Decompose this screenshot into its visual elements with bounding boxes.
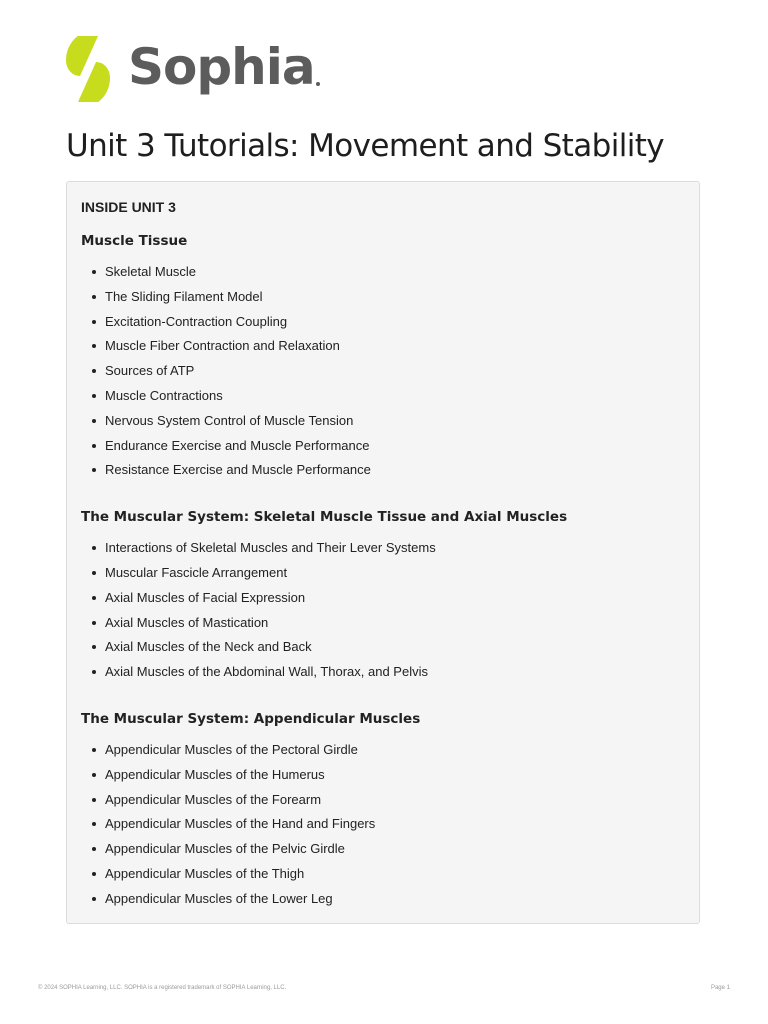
sophia-logo	[66, 36, 315, 102]
unit-contents-panel	[66, 181, 700, 924]
list-item: Axial Muscles of the Abdominal Wall, Thorax, and Pelvis	[91, 664, 685, 689]
section-title-appendicular-muscles: The Muscular System: Appendicular Muscles	[81, 710, 421, 727]
section-title-muscle-tissue: Muscle Tissue	[81, 233, 188, 249]
list-item: Interactions of Skeletal Muscles and Their Lever Systems	[91, 540, 685, 565]
list-item: Appendicular Muscles of the Lower Leg	[91, 891, 685, 916]
list-item: Appendicular Muscles of the Pectoral Girdle	[91, 742, 685, 767]
list-item: Skeletal Muscle	[91, 264, 685, 289]
list-item: Axial Muscles of the Neck and Back	[91, 639, 685, 664]
section-list-axial-muscles	[81, 540, 685, 689]
list-item: Muscle Fiber Contraction and Relaxation	[91, 338, 685, 363]
registered-mark	[316, 82, 320, 86]
sophia-mark-icon	[66, 36, 110, 102]
section-list-muscle-tissue	[81, 264, 685, 487]
footer-copyright: © 2024 SOPHIA Learning, LLC. SOPHIA is a registered trademark of SOPHIA Learning, LLC.	[38, 985, 287, 991]
list-item: Excitation-Contraction Coupling	[91, 314, 685, 339]
list-item: Appendicular Muscles of the Forearm	[91, 792, 685, 817]
list-item: The Sliding Filament Model	[91, 289, 685, 314]
list-item: Endurance Exercise and Muscle Performance	[91, 438, 685, 463]
panel-heading: INSIDE UNIT 3	[81, 199, 176, 215]
list-item: Nervous System Control of Muscle Tension	[91, 413, 685, 438]
section-title-axial-muscles: The Muscular System: Skeletal Muscle Tissue and Axial Muscles	[81, 509, 568, 526]
list-item: Sources of ATP	[91, 363, 685, 388]
list-item: Appendicular Muscles of the Humerus	[91, 767, 685, 792]
list-item: Axial Muscles of Mastication	[91, 615, 685, 640]
list-item: Appendicular Muscles of the Pelvic Girdle	[91, 841, 685, 866]
footer-page-number: Page 1	[710, 985, 730, 991]
section-list-appendicular-muscles	[81, 742, 685, 916]
sophia-wordmark: Sophia	[128, 38, 315, 96]
list-item: Muscle Contractions	[91, 388, 685, 413]
list-item: Appendicular Muscles of the Hand and Fingers	[91, 816, 685, 841]
list-item: Resistance Exercise and Muscle Performance	[91, 462, 685, 487]
page-title: Unit 3 Tutorials: Movement and Stability	[66, 128, 665, 164]
list-item: Axial Muscles of Facial Expression	[91, 590, 685, 615]
list-item: Appendicular Muscles of the Thigh	[91, 866, 685, 891]
list-item: Muscular Fascicle Arrangement	[91, 565, 685, 590]
